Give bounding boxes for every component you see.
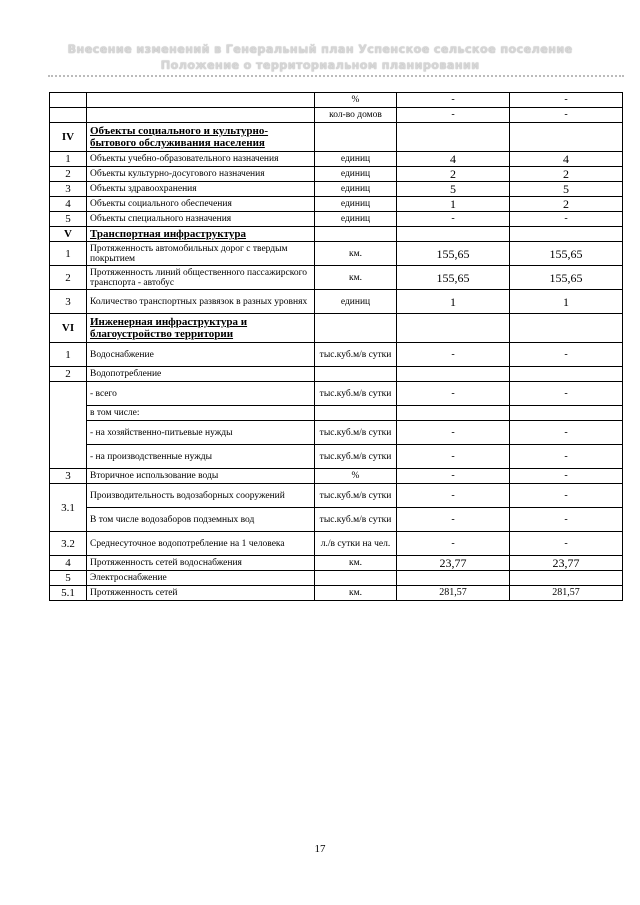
table-row — [50, 343, 623, 367]
value-current: - — [397, 421, 510, 445]
row-number: 5 — [50, 212, 87, 227]
row-label: в том числе: — [87, 406, 315, 421]
table-row — [50, 556, 623, 571]
table-row — [50, 571, 623, 586]
value-current: - — [397, 469, 510, 484]
header-subtitle: Положение о территориальном планировании — [160, 58, 480, 72]
unit-cell: л./в сутки на чел. — [315, 532, 397, 556]
value-target: 2 — [510, 167, 623, 182]
row-number: 3 — [50, 290, 87, 314]
value-current: - — [397, 108, 510, 123]
value-target: - — [510, 484, 623, 508]
section-row — [50, 314, 623, 343]
row-label: Протяженность автомобильных дорог с твердым покрытием — [87, 242, 315, 266]
row-label: Производительность водозаборных сооружений — [87, 484, 315, 508]
value-target: 1 — [510, 290, 623, 314]
value-target: 5 — [510, 182, 623, 197]
value-target: - — [510, 108, 623, 123]
indicators-table — [49, 92, 623, 601]
row-number: 5 — [50, 571, 87, 586]
table-row — [50, 182, 623, 197]
value-current: - — [397, 484, 510, 508]
value-current: 155,65 — [397, 266, 510, 290]
row-number: 1 — [50, 343, 87, 367]
table-row — [50, 167, 623, 182]
value-current: 281,57 — [397, 586, 510, 601]
row-label: - на хозяйственно-питьевые нужды — [87, 421, 315, 445]
value-target: 155,65 — [510, 266, 623, 290]
row-label: Объекты специального назначения — [87, 212, 315, 227]
table-row — [50, 290, 623, 314]
unit-cell: тыс.куб.м/в сутки — [315, 508, 397, 532]
row-label: - на производственные нужды — [87, 445, 315, 469]
unit-cell: единиц — [315, 290, 397, 314]
table-row — [50, 532, 623, 556]
value-current: - — [397, 532, 510, 556]
table-row — [50, 367, 623, 382]
value-current: - — [397, 343, 510, 367]
row-label: В том числе водозаборов подземных вод — [87, 508, 315, 532]
unit-cell: км. — [315, 266, 397, 290]
unit-cell: км. — [315, 556, 397, 571]
row-number: 2 — [50, 266, 87, 290]
row-label: Объекты культурно-досугового назначения — [87, 167, 315, 182]
unit-cell: единиц — [315, 212, 397, 227]
table-row — [50, 469, 623, 484]
row-label: Объекты здравоохранения — [87, 182, 315, 197]
row-label: Протяженность сетей — [87, 586, 315, 601]
value-target: - — [510, 382, 623, 406]
value-current: 1 — [397, 290, 510, 314]
section-number: IV — [50, 123, 87, 152]
table-row — [50, 508, 623, 532]
value-target: - — [510, 343, 623, 367]
row-number: 2 — [50, 167, 87, 182]
value-target: - — [510, 532, 623, 556]
row-number: 3.1 — [50, 484, 87, 532]
row-number: 4 — [50, 197, 87, 212]
row-number: 5.1 — [50, 586, 87, 601]
section-row — [50, 123, 623, 152]
row-label: Электроснабжение — [87, 571, 315, 586]
section-number: VI — [50, 314, 87, 343]
value-target: 23,77 — [510, 556, 623, 571]
section-title: Объекты социального и культурно-бытового обслуживания населения — [87, 123, 315, 152]
unit-cell: кол-во домов — [315, 108, 397, 123]
table-row — [50, 484, 623, 508]
table-row — [50, 266, 623, 290]
value-current: 1 — [397, 197, 510, 212]
row-label: Протяженность линий общественного пассажирского транспорта - автобус — [87, 266, 315, 290]
row-label: Объекты учебно-образовательного назначения — [87, 152, 315, 167]
unit-cell: тыс.куб.м/в сутки — [315, 484, 397, 508]
row-number: 1 — [50, 152, 87, 167]
row-number: 3.2 — [50, 532, 87, 556]
unit-cell: тыс.куб.м/в сутки — [315, 421, 397, 445]
table-row — [50, 152, 623, 167]
row-number: 3 — [50, 182, 87, 197]
value-target: - — [510, 421, 623, 445]
table-row — [50, 445, 623, 469]
value-target: 4 — [510, 152, 623, 167]
section-title: Транспортная инфраструктура — [87, 227, 315, 242]
value-current: 155,65 — [397, 242, 510, 266]
row-number: 1 — [50, 242, 87, 266]
unit-cell: единиц — [315, 182, 397, 197]
row-label: - всего — [87, 382, 315, 406]
table-row — [50, 212, 623, 227]
value-current: 2 — [397, 167, 510, 182]
unit-cell: единиц — [315, 197, 397, 212]
value-target: 2 — [510, 197, 623, 212]
table-row — [50, 93, 623, 108]
unit-cell: единиц — [315, 152, 397, 167]
section-title: Инженерная инфраструктура и благоустройство территории — [87, 314, 315, 343]
header-divider — [48, 75, 624, 77]
value-target: 281,57 — [510, 586, 623, 601]
row-label: Вторичное использование воды — [87, 469, 315, 484]
value-target: - — [510, 93, 623, 108]
value-target: - — [510, 508, 623, 532]
row-label: Количество транспортных развязок в разных уровнях — [87, 290, 315, 314]
value-target: - — [510, 445, 623, 469]
unit-cell: % — [315, 469, 397, 484]
value-target: 155,65 — [510, 242, 623, 266]
unit-cell: км. — [315, 242, 397, 266]
page-number: 17 — [314, 843, 326, 855]
table-row — [50, 242, 623, 266]
row-label: Протяженность сетей водоснабжения — [87, 556, 315, 571]
value-current: - — [397, 445, 510, 469]
value-target: - — [510, 212, 623, 227]
unit-cell: км. — [315, 586, 397, 601]
value-current: 23,77 — [397, 556, 510, 571]
row-label: Водопотребление — [87, 367, 315, 382]
table-row — [50, 382, 623, 406]
section-row — [50, 227, 623, 242]
row-number: 3 — [50, 469, 87, 484]
value-current: - — [397, 212, 510, 227]
header-title: Внесение изменений в Генеральный план Успенское сельское поселение — [67, 42, 573, 56]
table-row — [50, 108, 623, 123]
row-number: 4 — [50, 556, 87, 571]
value-current: - — [397, 93, 510, 108]
unit-cell: единиц — [315, 167, 397, 182]
section-number: V — [50, 227, 87, 242]
unit-cell: % — [315, 93, 397, 108]
table-row — [50, 406, 623, 421]
table-row — [50, 586, 623, 601]
unit-cell: тыс.куб.м/в сутки — [315, 343, 397, 367]
row-number: 2 — [50, 367, 87, 382]
value-current: 5 — [397, 182, 510, 197]
table-row — [50, 421, 623, 445]
row-label: Объекты социального обеспечения — [87, 197, 315, 212]
value-target: - — [510, 469, 623, 484]
unit-cell: тыс.куб.м/в сутки — [315, 382, 397, 406]
value-current: 4 — [397, 152, 510, 167]
row-label: Водоснабжение — [87, 343, 315, 367]
row-label: Среднесуточное водопотребление на 1 человека — [87, 532, 315, 556]
value-current: - — [397, 508, 510, 532]
table-row — [50, 197, 623, 212]
value-current: - — [397, 382, 510, 406]
unit-cell: тыс.куб.м/в сутки — [315, 445, 397, 469]
